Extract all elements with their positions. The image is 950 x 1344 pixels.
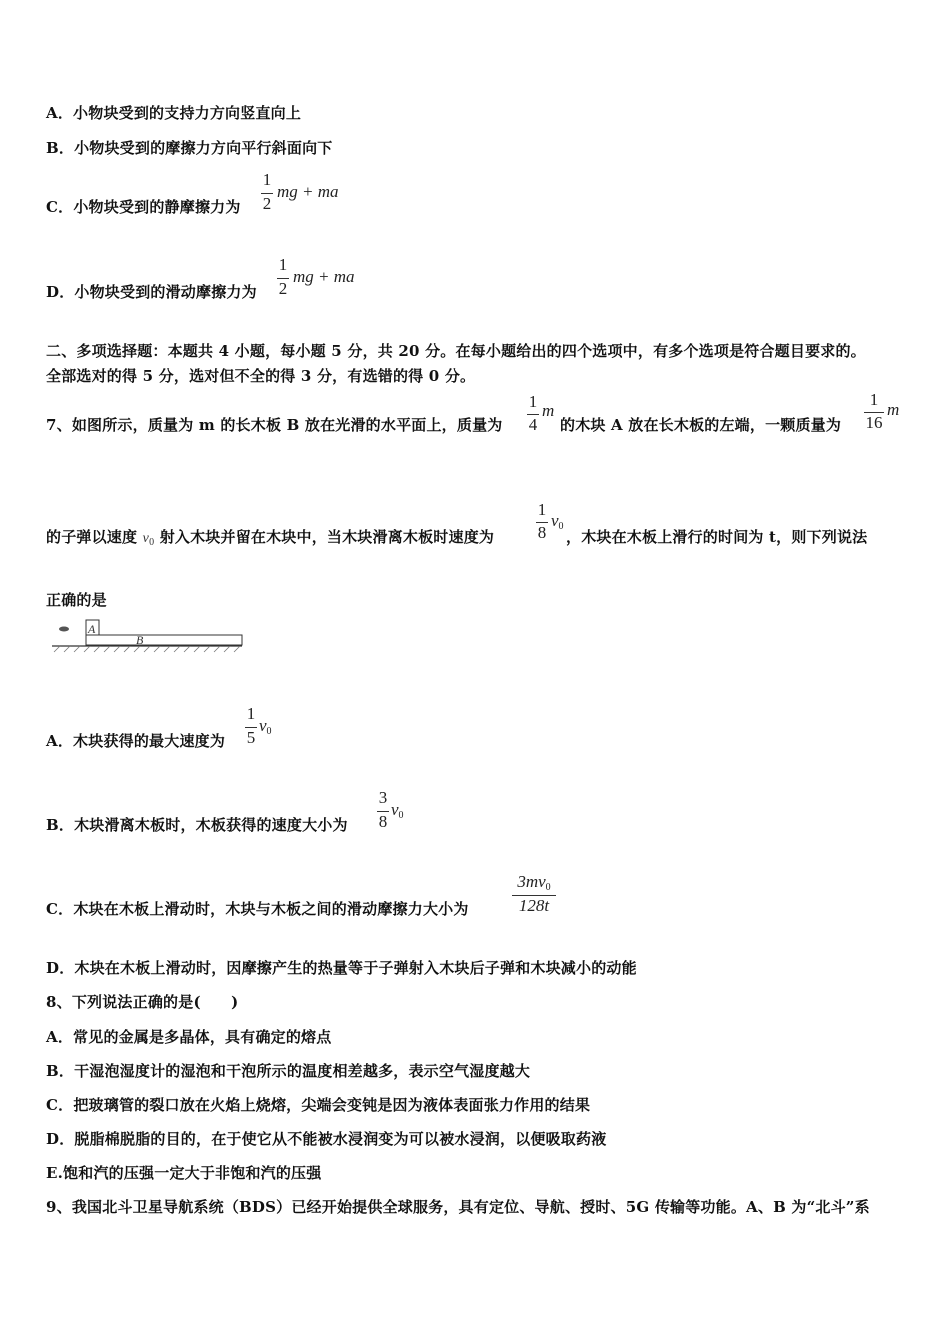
q7-opt-c-num-sub: 0 <box>545 882 551 893</box>
bullet-shape <box>59 627 69 632</box>
q6-c-frac-num: 1 <box>262 170 272 189</box>
q6-d-frac-den: 2 <box>278 279 288 298</box>
q7-opt-c-den: 128t <box>518 896 550 915</box>
q7-mass-a-den: 4 <box>528 415 538 434</box>
q7-opt-a-num: 1 <box>246 704 256 723</box>
q7-mass-a-fraction <box>527 392 539 440</box>
q7-opt-a-den: 5 <box>246 728 256 747</box>
q7-line3: 正确的是 <box>46 591 107 609</box>
q7-v0-sub: 0 <box>149 537 155 548</box>
q7-mass-b-fraction <box>864 390 884 438</box>
section2-line2: 全部选对的得 5 分，选对但不全的得 3 分，有选错的得 0 分。 <box>46 367 476 385</box>
q6-c-fraction <box>261 170 273 218</box>
q8-option-b: B．干湿泡湿度计的湿泡和干泡所示的温度相差越多，表示空气湿度越大 <box>46 1062 531 1080</box>
q7-opt-b-v0 <box>391 800 404 821</box>
q7-figure <box>50 618 245 658</box>
q6-d-expression: mg + ma <box>293 267 355 286</box>
q7-stem-part1: 7、如图所示，质量为 m 的长木板 B 放在光滑的水平面上，质量为 <box>46 416 503 434</box>
section2-line1: 二、多项选择题：本题共 4 小题，每小题 5 分，共 20 分。在每小题给出的四个选项中，有多个选项是符合题目要求的。 <box>46 342 866 360</box>
q7-line2-c: ，木块在木板上滑行的时间为 t，则下列说法 <box>566 528 868 546</box>
q6-option-c: C．小物块受到的静摩擦力为 <box>46 198 241 216</box>
q7-speed-v0-symbol: v <box>551 511 559 530</box>
q7-mass-b-den: 16 <box>865 413 883 432</box>
q6-d-fraction <box>277 255 289 303</box>
q7-speed-den: 8 <box>537 523 547 542</box>
q7-mass-b-num: 1 <box>869 390 879 409</box>
q7-line2-b: 射入木块并留在木块中，当木块滑离木板时速度为 <box>159 528 495 546</box>
q7-speed-v0-sub: 0 <box>558 521 564 532</box>
q7-opt-b-fraction <box>377 788 389 836</box>
q7-opt-b-num: 3 <box>378 788 388 807</box>
q7-v0-inline <box>143 531 155 546</box>
q6-c-frac-den: 2 <box>262 194 272 213</box>
q7-option-d: D．木块在木板上滑动时，因摩擦产生的热量等于子弹射入木块后子弹和木块减小的动能 <box>46 959 637 977</box>
q6-option-d: D．小物块受到的滑动摩擦力为 <box>46 283 257 301</box>
q7-opt-c-fraction <box>512 872 556 920</box>
q7-speed-v0 <box>551 511 564 532</box>
board-b-shape <box>86 635 242 645</box>
q7-v0-symbol: v <box>142 531 150 546</box>
q7-opt-c-num-wrap <box>512 872 556 893</box>
q7-mass-a-num: 1 <box>528 392 538 411</box>
q6-c-expression: mg + ma <box>277 182 339 201</box>
q7-option-a: A．木块获得的最大速度为 <box>46 732 226 750</box>
q7-line2 <box>46 526 494 548</box>
block-a-label: A <box>88 622 96 636</box>
board-b-label: B <box>136 633 144 647</box>
q7-opt-a-fraction <box>245 704 257 752</box>
q8-option-d: D．脱脂棉脱脂的目的，在于使它从不能被水浸润变为可以被水浸润，以便吸取药液 <box>46 1130 607 1148</box>
q7-opt-b-den: 8 <box>378 812 388 831</box>
q7-opt-b-v0-symbol: v <box>391 800 399 819</box>
q7-opt-a-v0-sub: 0 <box>266 726 272 737</box>
q7-speed-num: 1 <box>537 500 547 519</box>
q7-opt-a-v0 <box>259 716 272 737</box>
q7-mass-b-var: m <box>887 400 900 419</box>
q7-opt-c-num: 3mv <box>517 872 546 891</box>
q7-option-b: B．木块滑离木板时，木板获得的速度大小为 <box>46 816 348 834</box>
q7-opt-a-v0-symbol: v <box>259 716 267 735</box>
ground-hatch <box>54 646 240 652</box>
q8-option-e: E.饱和汽的压强一定大于非饱和汽的压强 <box>46 1164 322 1182</box>
q7-opt-b-v0-sub: 0 <box>398 810 404 821</box>
q7-line2-a: 的子弹以速度 <box>46 528 138 546</box>
q6-option-b: B．小物块受到的摩擦力方向平行斜面向下 <box>46 139 333 157</box>
q9-stem: 9、我国北斗卫星导航系统（BDS）已经开始提供全球服务，具有定位、导航、授时、5G 传输等功能。A、B 为“北斗”系 <box>46 1198 870 1216</box>
q8-option-c: C．把玻璃管的裂口放在火焰上烧熔，尖端会变钝是因为液体表面张力作用的结果 <box>46 1096 591 1114</box>
q7-speed-fraction <box>536 500 548 548</box>
q7-option-c: C．木块在木板上滑动时，木块与木板之间的滑动摩擦力大小为 <box>46 900 469 918</box>
q7-stem-part2: 的木块 A 放在长木板的左端，一颗质量为 <box>560 416 842 434</box>
q8-stem: 8、下列说法正确的是( ) <box>46 993 239 1011</box>
q6-d-frac-num: 1 <box>278 255 288 274</box>
q7-mass-a-var: m <box>542 401 555 420</box>
q8-option-a: A．常见的金属是多晶体，具有确定的熔点 <box>46 1028 332 1046</box>
q6-option-a: A．小物块受到的支持力方向竖直向上 <box>46 104 302 122</box>
